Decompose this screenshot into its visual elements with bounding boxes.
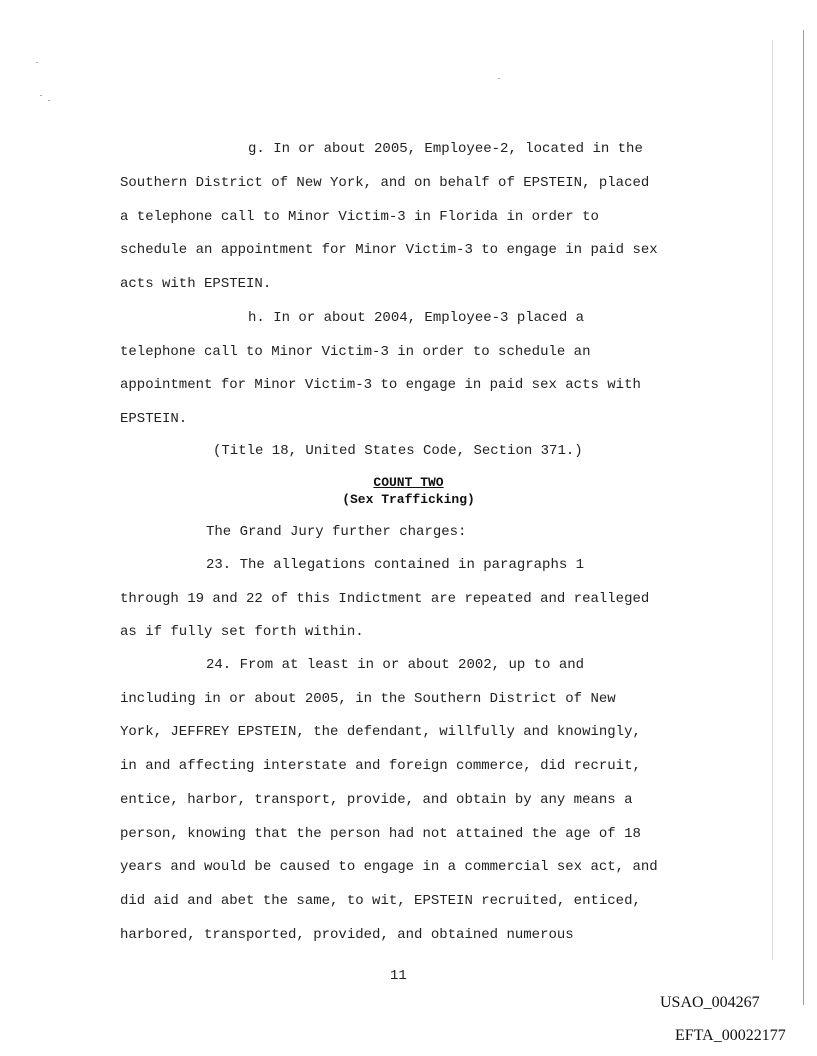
paragraph-line: as if fully set forth within. xyxy=(120,624,364,640)
paragraph-line: entice, harbor, transport, provide, and obtain by any means a xyxy=(120,792,633,808)
bates-number-usao: USAO_004267 xyxy=(660,994,760,1011)
paragraph-line: through 19 and 22 of this Indictment are repeated and realleged xyxy=(120,591,650,607)
paragraph-line: acts with EPSTEIN. xyxy=(120,276,272,292)
count-subheading: (Sex Trafficking) xyxy=(342,492,475,507)
scan-speck xyxy=(40,95,42,96)
paragraph-line: a telephone call to Minor Victim-3 in Florida in order to xyxy=(120,209,599,225)
bates-number-efta: EFTA_00022177 xyxy=(675,1027,786,1044)
paragraph-line: York, JEFFREY EPSTEIN, the defendant, willfully and knowingly, xyxy=(120,724,641,740)
paragraph-line: Southern District of New York, and on behalf of EPSTEIN, placed xyxy=(120,175,650,191)
paragraph-line: years and would be caused to engage in a commercial sex act, and xyxy=(120,859,658,875)
paragraph-line: including in or about 2005, in the Southern District of New xyxy=(120,691,616,707)
paragraph-line: schedule an appointment for Minor Victim-3 to engage in paid sex xyxy=(120,242,658,258)
paragraph-line: telephone call to Minor Victim-3 in order to schedule an xyxy=(120,344,591,360)
paragraph-line: appointment for Minor Victim-3 to engage in paid sex acts with xyxy=(120,377,641,393)
paragraph-line: h. In or about 2004, Employee-3 placed a xyxy=(248,310,585,326)
scan-speck xyxy=(498,78,500,79)
paragraph-line: person, knowing that the person had not attained the age of 18 xyxy=(120,826,641,842)
count-heading: COUNT TWO xyxy=(373,475,444,490)
paragraph-line: EPSTEIN. xyxy=(120,411,188,427)
paragraph-line: The Grand Jury further charges: xyxy=(206,524,467,540)
statute-citation: (Title 18, United States Code, Section 371.) xyxy=(213,443,583,459)
paragraph-line: 23. The allegations contained in paragraphs 1 xyxy=(206,557,585,573)
scan-speck xyxy=(36,62,38,63)
page-number: 11 xyxy=(390,968,407,984)
paragraph-line: g. In or about 2005, Employee-2, located in the xyxy=(248,141,643,157)
scan-speck xyxy=(48,100,50,101)
paragraph-line: 24. From at least in or about 2002, up to and xyxy=(206,657,585,673)
scan-edge-line xyxy=(803,30,804,1005)
paragraph-line: did aid and abet the same, to wit, EPSTEIN recruited, enticed, xyxy=(120,893,641,909)
paragraph-line: harbored, transported, provided, and obtained numerous xyxy=(120,927,574,943)
paragraph-line: in and affecting interstate and foreign commerce, did recruit, xyxy=(120,758,641,774)
